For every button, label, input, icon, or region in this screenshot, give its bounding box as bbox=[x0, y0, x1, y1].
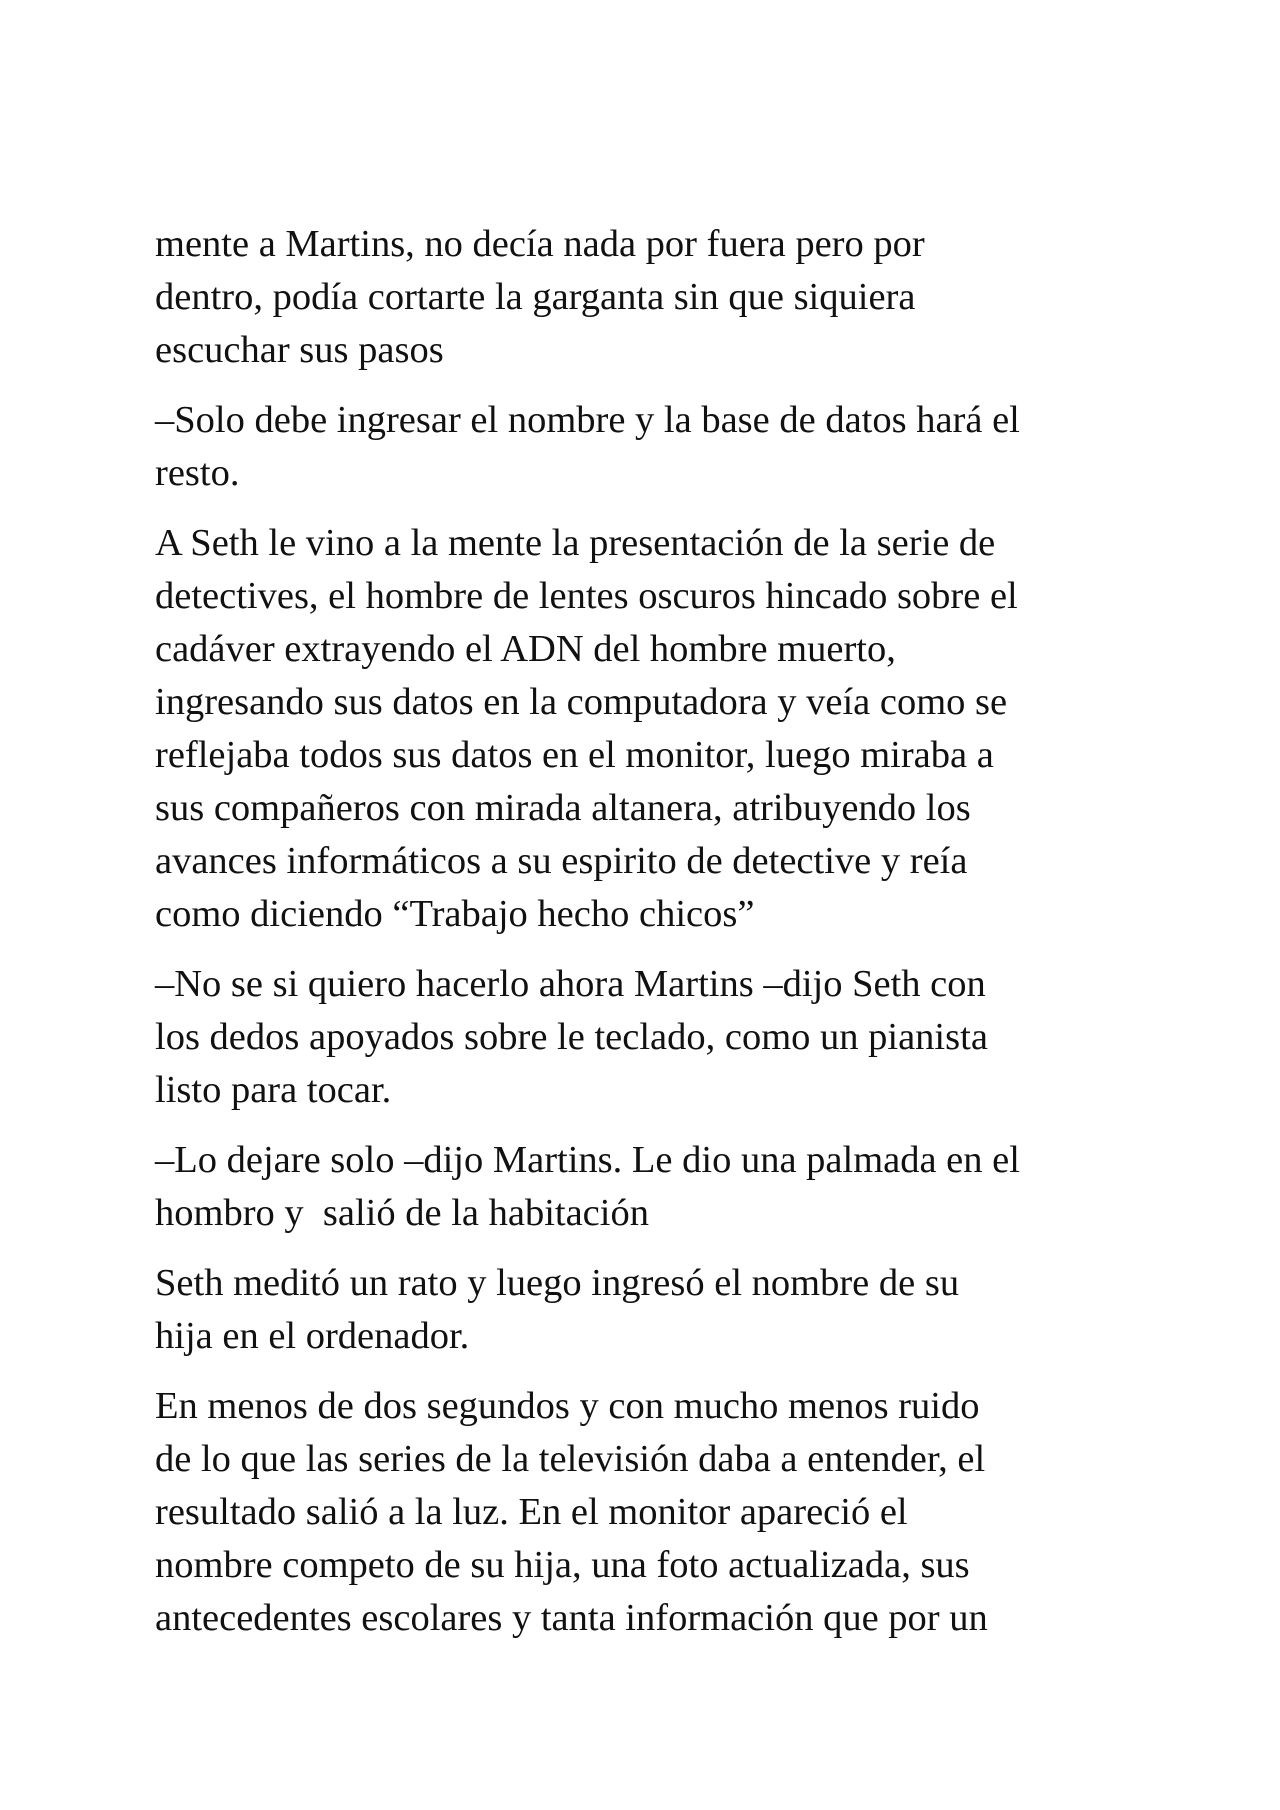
text-line: antecedentes escolares y tanta información que por un bbox=[155, 1597, 988, 1639]
text-line: escuchar sus pasos bbox=[155, 329, 444, 371]
text-line: –Lo dejare solo –dijo Martins. Le dio una palmada en el bbox=[155, 1139, 1020, 1181]
text-line: –No se si quiero hacerlo ahora Martins –dijo Seth con bbox=[155, 963, 986, 1005]
text-line: –Solo debe ingresar el nombre y la base de datos hará el bbox=[155, 399, 1020, 441]
text-line: mente a Martins, no decía nada por fuera pero por bbox=[155, 223, 925, 265]
page-text-body bbox=[155, 218, 1145, 1645]
text-line: de lo que las series de la televisión daba a entender, el bbox=[155, 1438, 986, 1480]
text-line: hombro y salió de la habitación bbox=[155, 1192, 649, 1234]
text-line: ingresando sus datos en la computadora y veía como se bbox=[155, 681, 1008, 723]
text-line: detectives, el hombre de lentes oscuros hincado sobre el bbox=[155, 575, 1018, 617]
paragraph bbox=[155, 394, 1145, 500]
text-line: sus compañeros con mirada altanera, atribuyendo los bbox=[155, 787, 971, 829]
paragraph bbox=[155, 958, 1145, 1117]
text-line: dentro, podía cortarte la garganta sin que siquiera bbox=[155, 276, 916, 318]
text-line: En menos de dos segundos y con mucho menos ruido bbox=[155, 1385, 980, 1427]
text-line: nombre competo de su hija, una foto actualizada, sus bbox=[155, 1544, 970, 1586]
paragraph bbox=[155, 517, 1145, 941]
text-line: Seth meditó un rato y luego ingresó el nombre de su bbox=[155, 1262, 960, 1304]
text-line: como diciendo “Trabajo hecho chicos” bbox=[155, 893, 755, 935]
paragraph bbox=[155, 218, 1145, 377]
text-line: A Seth le vino a la mente la presentación de la serie de bbox=[155, 522, 996, 564]
text-line: reflejaba todos sus datos en el monitor, luego miraba a bbox=[155, 734, 994, 776]
text-line: avances informáticos a su espirito de detective y reía bbox=[155, 840, 968, 882]
text-line: los dedos apoyados sobre le teclado, como un pianista bbox=[155, 1016, 988, 1058]
text-line: hija en el ordenador. bbox=[155, 1315, 470, 1357]
text-line: resto. bbox=[155, 452, 240, 494]
paragraph bbox=[155, 1134, 1145, 1240]
text-line: cadáver extrayendo el ADN del hombre muerto, bbox=[155, 628, 896, 670]
text-line: listo para tocar. bbox=[155, 1069, 392, 1111]
text-line: resultado salió a la luz. En el monitor apareció el bbox=[155, 1491, 908, 1533]
paragraph bbox=[155, 1257, 1145, 1363]
paragraph bbox=[155, 1380, 1145, 1645]
